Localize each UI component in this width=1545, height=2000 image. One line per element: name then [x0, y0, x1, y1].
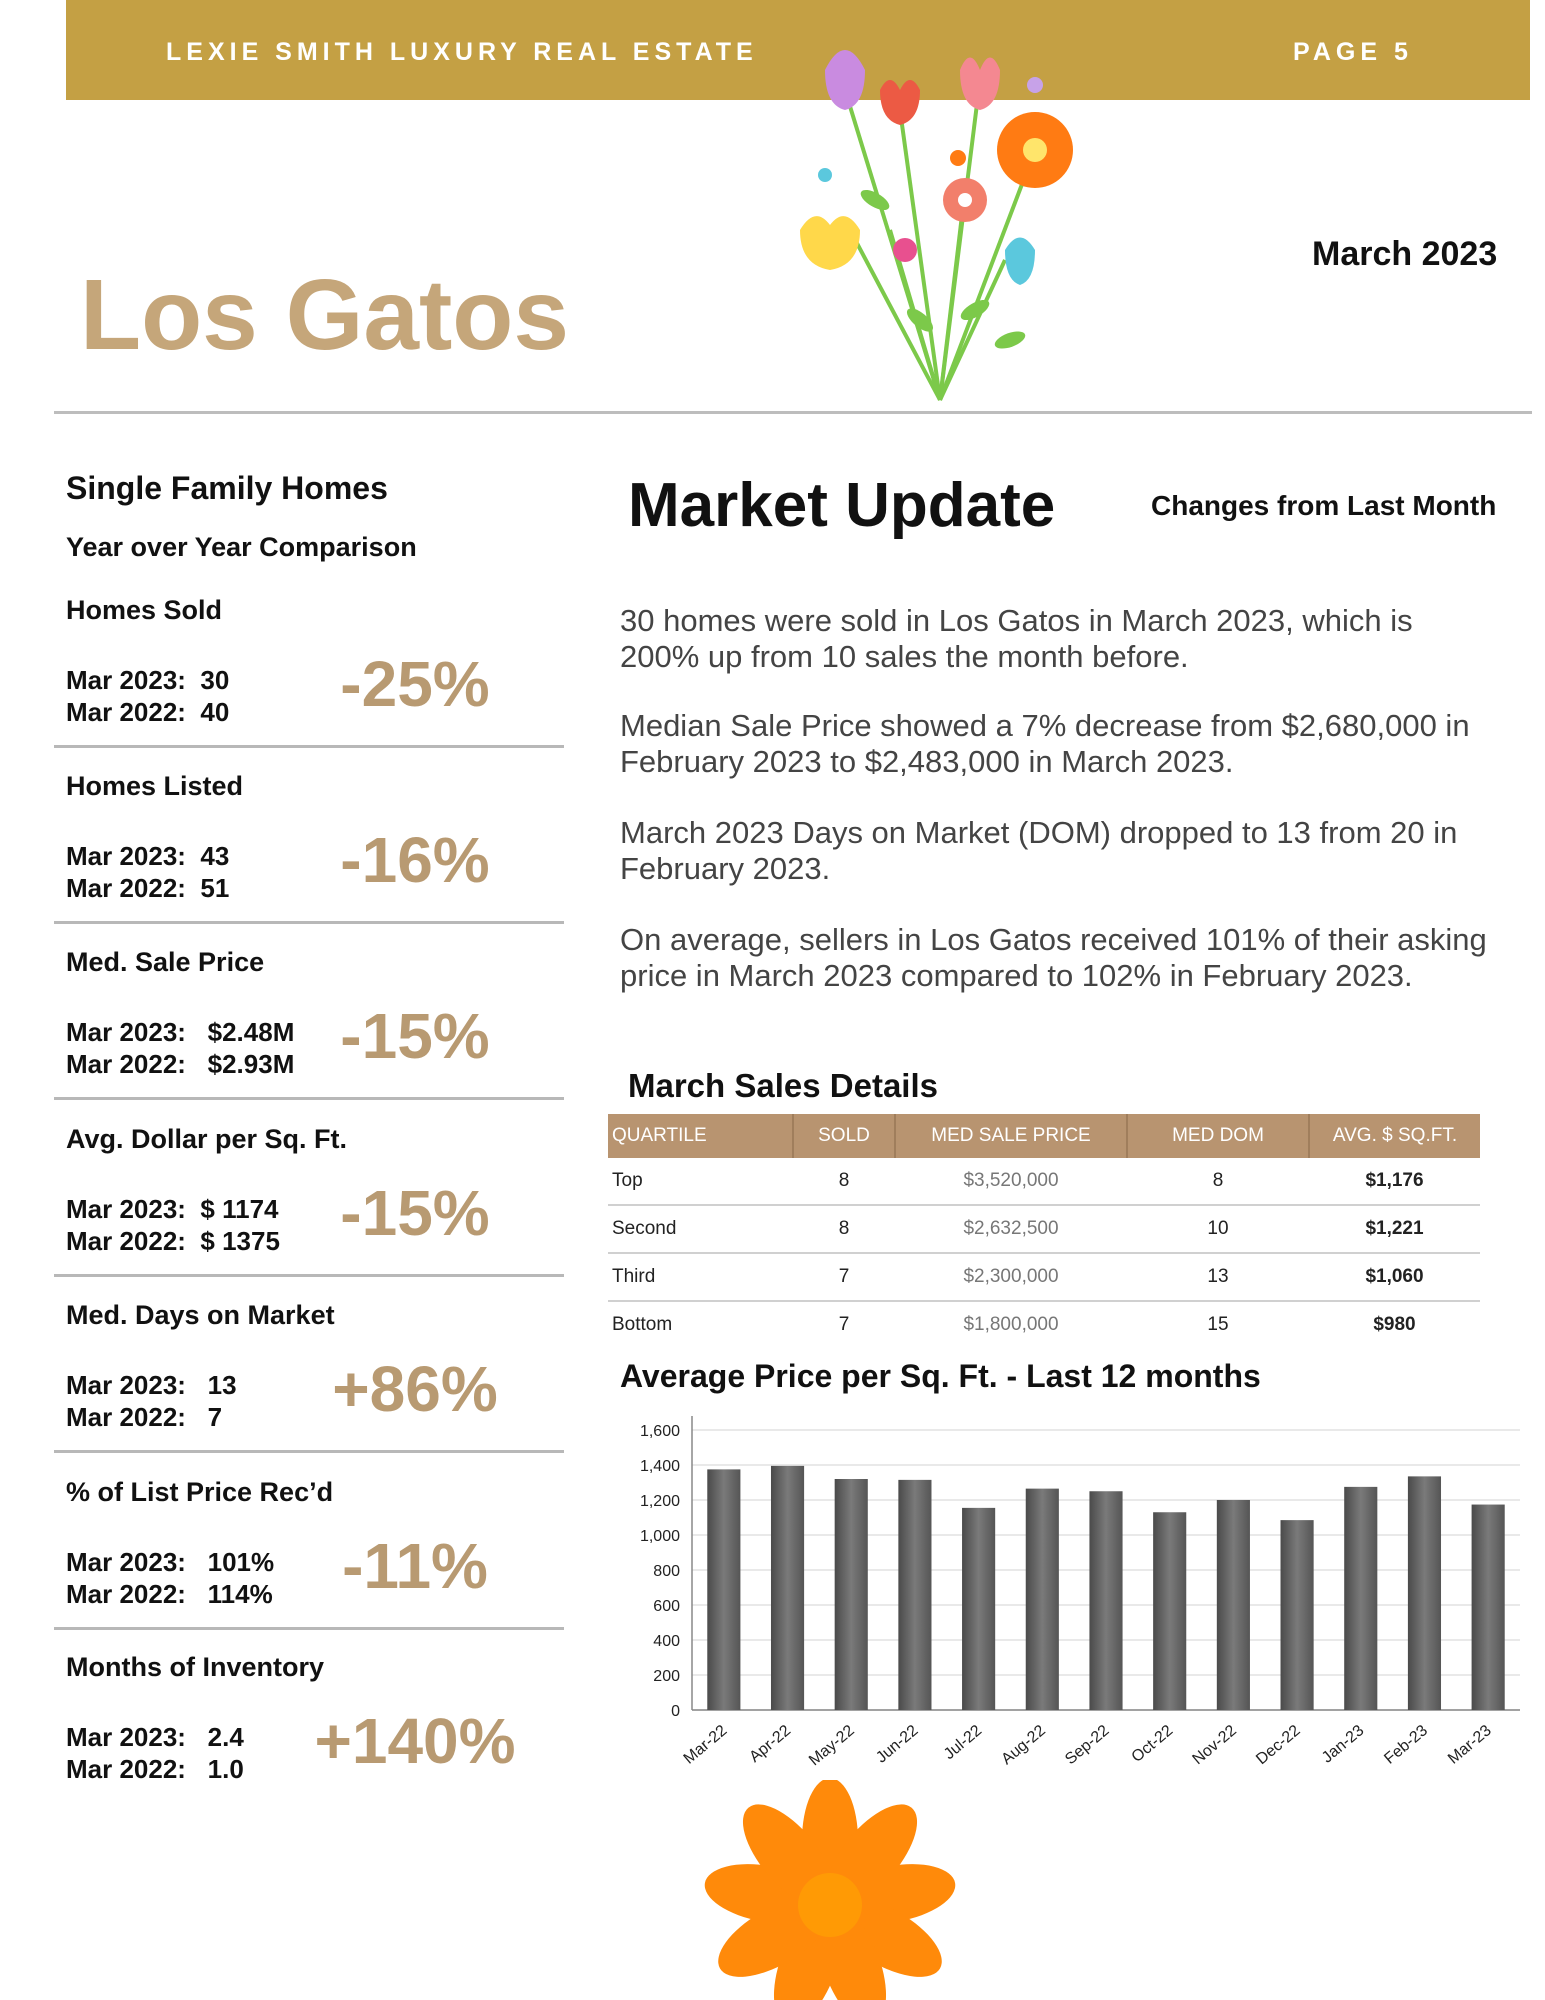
y-tick-label: 1,600 [639, 1423, 680, 1440]
stat-change: +86% [332, 1353, 498, 1425]
stat-months-of-inventory [0, 1652, 565, 1828]
y-tick-label: 400 [653, 1633, 680, 1650]
x-tick-label: Jun-22 [873, 1722, 922, 1767]
cell-dom: 8 [1127, 1158, 1309, 1205]
table-row [608, 1205, 1480, 1253]
stat-previous: Mar 2022: $ 1375 [66, 1226, 280, 1256]
cell-sold: 8 [793, 1205, 895, 1253]
stat-label: Med. Sale Price [66, 947, 265, 977]
stat-previous: Mar 2022: 51 [66, 873, 230, 903]
x-tick-label: Apr-22 [746, 1722, 795, 1766]
sales-details-table [608, 1114, 1480, 1348]
stat-change: -15% [340, 1177, 490, 1249]
cell-sqft: $1,176 [1309, 1158, 1480, 1205]
orange-flower-decoration [700, 1780, 960, 2000]
cell-dom: 13 [1127, 1253, 1309, 1301]
stat-list-price-received [0, 1477, 565, 1653]
bar-jun-22 [898, 1480, 931, 1710]
changes-subtitle: Changes from Last Month [1151, 490, 1497, 521]
y-tick-label: 200 [653, 1668, 680, 1685]
stat-label: Avg. Dollar per Sq. Ft. [66, 1124, 348, 1154]
chart-title: Average Price per Sq. Ft. - Last 12 months [620, 1358, 1261, 1394]
cell-sold: 8 [793, 1158, 895, 1205]
stat-homes-listed [0, 771, 565, 947]
x-tick-label: Mar-23 [1444, 1722, 1495, 1768]
col-quartile: QUARTILE [608, 1114, 793, 1158]
cell-dom: 15 [1207, 1314, 1229, 1335]
x-tick-label: Feb-23 [1381, 1722, 1432, 1768]
stat-divider [54, 1627, 564, 1630]
cell-sqft: $1,221 [1309, 1205, 1480, 1253]
stat-divider [54, 745, 564, 748]
cell-quartile: Bottom [612, 1314, 673, 1335]
cell-quartile: Third [608, 1253, 793, 1301]
y-tick-label: 1,400 [639, 1458, 680, 1475]
stat-divider [54, 1274, 564, 1277]
table-row [608, 1253, 1480, 1301]
report-date: March 2023 [1312, 235, 1498, 273]
y-tick-label: 800 [653, 1563, 680, 1580]
stat-change: +140% [314, 1705, 516, 1777]
x-tick-label: Jul-22 [940, 1722, 986, 1764]
cell-price: $2,632,500 [895, 1205, 1127, 1253]
market-update-title: Market Update [628, 471, 1056, 540]
y-tick-label: 0 [671, 1703, 680, 1720]
stat-homes-sold [0, 595, 565, 771]
market-paragraph: Median Sale Price showed a 7% decrease from $2,680,000 in February 2023 to $2,483,000 in March 2023. [620, 708, 1470, 779]
y-tick-label: 1,200 [639, 1493, 680, 1510]
stat-current: Mar 2023: $ 1174 [66, 1194, 279, 1224]
market-paragraph: 30 homes were sold in Los Gatos in March 2023, which is 200% up from 10 sales the month before. [620, 603, 1413, 674]
stat-previous: Mar 2022: 40 [66, 697, 230, 727]
stat-change: -16% [340, 824, 490, 896]
cell-quartile: Second [608, 1205, 793, 1253]
x-tick-label: Aug-22 [998, 1722, 1049, 1769]
table-row [608, 1158, 1480, 1205]
bar-aug-22 [1026, 1489, 1059, 1710]
city-title: Los Gatos [80, 259, 569, 371]
market-paragraph: March 2023 Days on Market (DOM) dropped to 13 from 20 in February 2023. [620, 815, 1458, 886]
stat-change: -15% [340, 1000, 490, 1072]
bar-jul-22 [962, 1508, 995, 1710]
stat-label: Homes Listed [66, 771, 244, 801]
stat-previous: Mar 2022: 7 [66, 1402, 223, 1432]
x-tick-label: Sep-22 [1062, 1722, 1113, 1769]
stat-divider [54, 1450, 564, 1453]
bar-nov-22 [1217, 1500, 1250, 1710]
cell-price: $1,800,000 [963, 1314, 1059, 1335]
stat-current: Mar 2023: 101% [66, 1547, 275, 1577]
col-avg-sqft: AVG. $ SQ.FT. [1309, 1114, 1480, 1158]
stat-current: Mar 2023: 43 [66, 841, 230, 871]
x-tick-label: Dec-22 [1253, 1722, 1304, 1769]
header-divider [54, 411, 1532, 414]
y-tick-label: 1,000 [639, 1528, 680, 1545]
bar-sep-22 [1089, 1491, 1122, 1710]
stat-label: Months of Inventory [66, 1652, 324, 1682]
bar-oct-22 [1153, 1512, 1186, 1710]
table-row [608, 1301, 1480, 1348]
stat-previous: Mar 2022: $2.93M [66, 1049, 295, 1079]
price-per-sqft-bar-chart [600, 1400, 1520, 1790]
stat-label: % of List Price Rec’d [66, 1477, 334, 1507]
section-title-single-family: Single Family Homes [66, 470, 388, 506]
x-tick-label: Jan-23 [1318, 1722, 1368, 1767]
stat-med-days-on-market [0, 1300, 565, 1476]
flower-bouquet-illustration [770, 30, 1110, 410]
col-med-sale-price: MED SALE PRICE [895, 1114, 1127, 1158]
stat-change: -25% [340, 648, 490, 720]
cell-price: $3,520,000 [895, 1158, 1127, 1205]
x-tick-label: May-22 [805, 1722, 858, 1770]
cell-dom: 10 [1127, 1205, 1309, 1253]
cell-sold: 7 [793, 1253, 895, 1301]
stat-change: -11% [342, 1530, 488, 1602]
col-med-dom: MED DOM [1127, 1114, 1309, 1158]
stat-avg-dollar-sqft [0, 1124, 565, 1300]
stat-current: Mar 2023: 30 [66, 665, 230, 695]
sales-details-title: March Sales Details [628, 1067, 938, 1104]
brand-name: LEXIE SMITH LUXURY REAL ESTATE [166, 38, 758, 66]
col-sold: SOLD [793, 1114, 895, 1158]
stat-current: Mar 2023: 2.4 [66, 1722, 244, 1752]
cell-sold: 7 [838, 1314, 850, 1335]
bar-may-22 [835, 1479, 868, 1710]
stat-previous: Mar 2022: 114% [66, 1579, 273, 1609]
bar-mar-22 [707, 1469, 740, 1710]
stat-current: Mar 2023: $2.48M [66, 1017, 295, 1047]
bar-mar-23 [1472, 1505, 1505, 1710]
section-subtitle-yoy: Year over Year Comparison [66, 532, 417, 562]
table-header-row [608, 1114, 1480, 1158]
stat-label: Homes Sold [66, 595, 223, 625]
cell-sqft: $1,060 [1309, 1253, 1480, 1301]
cell-quartile: Top [608, 1158, 793, 1205]
stat-label: Med. Days on Market [66, 1300, 335, 1330]
stat-divider [54, 921, 564, 924]
bar-jan-23 [1344, 1487, 1377, 1710]
y-tick-label: 600 [653, 1598, 680, 1615]
bar-feb-23 [1408, 1476, 1441, 1710]
stat-previous: Mar 2022: 1.0 [66, 1754, 244, 1784]
stat-divider [54, 1097, 564, 1100]
bar-dec-22 [1281, 1520, 1314, 1710]
cell-price: $2,300,000 [895, 1253, 1127, 1301]
cell-sqft: $980 [1373, 1314, 1416, 1335]
stat-med-sale-price [0, 947, 565, 1123]
x-tick-label: Mar-22 [680, 1722, 731, 1768]
stat-current: Mar 2023: 13 [66, 1370, 237, 1400]
market-paragraph: On average, sellers in Los Gatos received 101% of their asking price in March 2023 compared to 102% in February 2023. [620, 922, 1487, 993]
x-tick-label: Nov-22 [1189, 1722, 1240, 1769]
bar-apr-22 [771, 1466, 804, 1710]
page-number: PAGE 5 [1293, 38, 1413, 66]
x-tick-label: Oct-22 [1128, 1722, 1177, 1766]
